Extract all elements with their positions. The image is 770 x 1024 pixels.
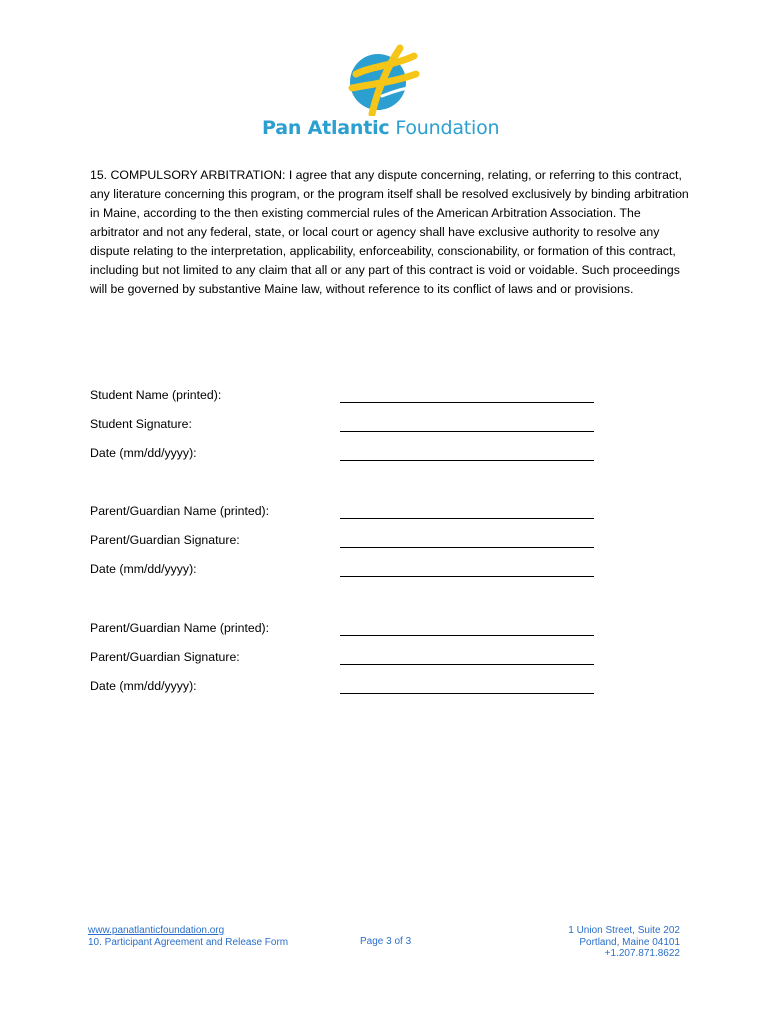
- guardian2-date-row: [90, 678, 600, 707]
- student-signature-line: [340, 431, 594, 432]
- form-name: 10. Participant Agreement and Release Form: [88, 936, 289, 948]
- guardian1-signature-row: [90, 532, 600, 561]
- student-date-line: [340, 460, 594, 461]
- page-number: Page 3 of 3: [360, 936, 412, 947]
- guardian2-signature-line: [340, 664, 594, 665]
- guardian2-signature-field[interactable]: [340, 649, 594, 665]
- student-name-label: Student Name (printed):: [90, 388, 222, 402]
- globe-logo-icon: [342, 44, 422, 116]
- guardian1-signature-block: [90, 503, 600, 590]
- guardian2-name-field[interactable]: [340, 620, 594, 636]
- website-link[interactable]: www.panatlanticfoundation.org: [88, 925, 225, 936]
- guardian1-name-field[interactable]: [340, 503, 594, 519]
- student-date-label: Date (mm/dd/yyyy):: [90, 446, 197, 460]
- footer-right: [568, 925, 680, 960]
- organization-name: [262, 117, 508, 139]
- student-name-line: [340, 402, 594, 403]
- guardian2-name-line: [340, 635, 594, 636]
- address-line-1: 1 Union Street, Suite 202: [568, 925, 680, 936]
- student-date-field[interactable]: [340, 445, 594, 461]
- student-signature-field[interactable]: [340, 416, 594, 432]
- address-line-2: Portland, Maine 04101: [579, 936, 680, 948]
- guardian1-name-line: [340, 518, 594, 519]
- phone-number: +1.207.871.8622: [604, 948, 680, 959]
- guardian1-signature-label: Parent/Guardian Signature:: [90, 533, 240, 547]
- logo-light-text: Foundation: [389, 117, 500, 139]
- guardian1-date-label: Date (mm/dd/yyyy):: [90, 562, 197, 576]
- logo-bold-text: Pan Atlantic: [262, 117, 390, 139]
- guardian2-name-row: [90, 620, 600, 649]
- guardian1-name-row: [90, 503, 600, 532]
- student-name-row: [90, 387, 600, 416]
- guardian2-signature-row: [90, 649, 600, 678]
- guardian1-date-line: [340, 576, 594, 577]
- guardian1-date-row: [90, 561, 600, 590]
- student-signature-block: [90, 387, 600, 474]
- guardian1-name-label: Parent/Guardian Name (printed):: [90, 504, 270, 518]
- student-signature-label: Student Signature:: [90, 417, 192, 431]
- guardian2-signature-label: Parent/Guardian Signature:: [90, 650, 240, 664]
- guardian1-signature-field[interactable]: [340, 532, 594, 548]
- organization-logo: [262, 44, 508, 144]
- guardian2-signature-block: [90, 620, 600, 707]
- student-date-row: [90, 445, 600, 474]
- guardian1-signature-line: [340, 547, 594, 548]
- arbitration-clause: 15. COMPULSORY ARBITRATION: I agree that any dispute concerning, relating, or referring to this contract, any literature concerning this program, or the program itself shall be resolved exclusively by binding arbitration in Maine, according to the then existing commercial rules of the American Arbitration Association. The arbitrator and not any federal, state, or local court or agency shall have exclusive authority to resolve any dispute relating to the interpretation, applicability, enforceability, conscionability, or formation of this contract, including but not limited to any claim that all or any part of this contract is void or voidable. Such proceedings will be governed by substantive Maine law, without reference to its conflict of laws and or provisions.: [90, 168, 689, 296]
- footer-center: [360, 936, 411, 948]
- student-signature-row: [90, 416, 600, 445]
- guardian2-name-label: Parent/Guardian Name (printed):: [90, 621, 270, 635]
- guardian2-date-field[interactable]: [340, 678, 594, 694]
- footer-left: [88, 925, 288, 948]
- guardian2-date-line: [340, 693, 594, 694]
- guardian2-date-label: Date (mm/dd/yyyy):: [90, 679, 197, 693]
- student-name-field[interactable]: [340, 387, 594, 403]
- guardian1-date-field[interactable]: [340, 561, 594, 577]
